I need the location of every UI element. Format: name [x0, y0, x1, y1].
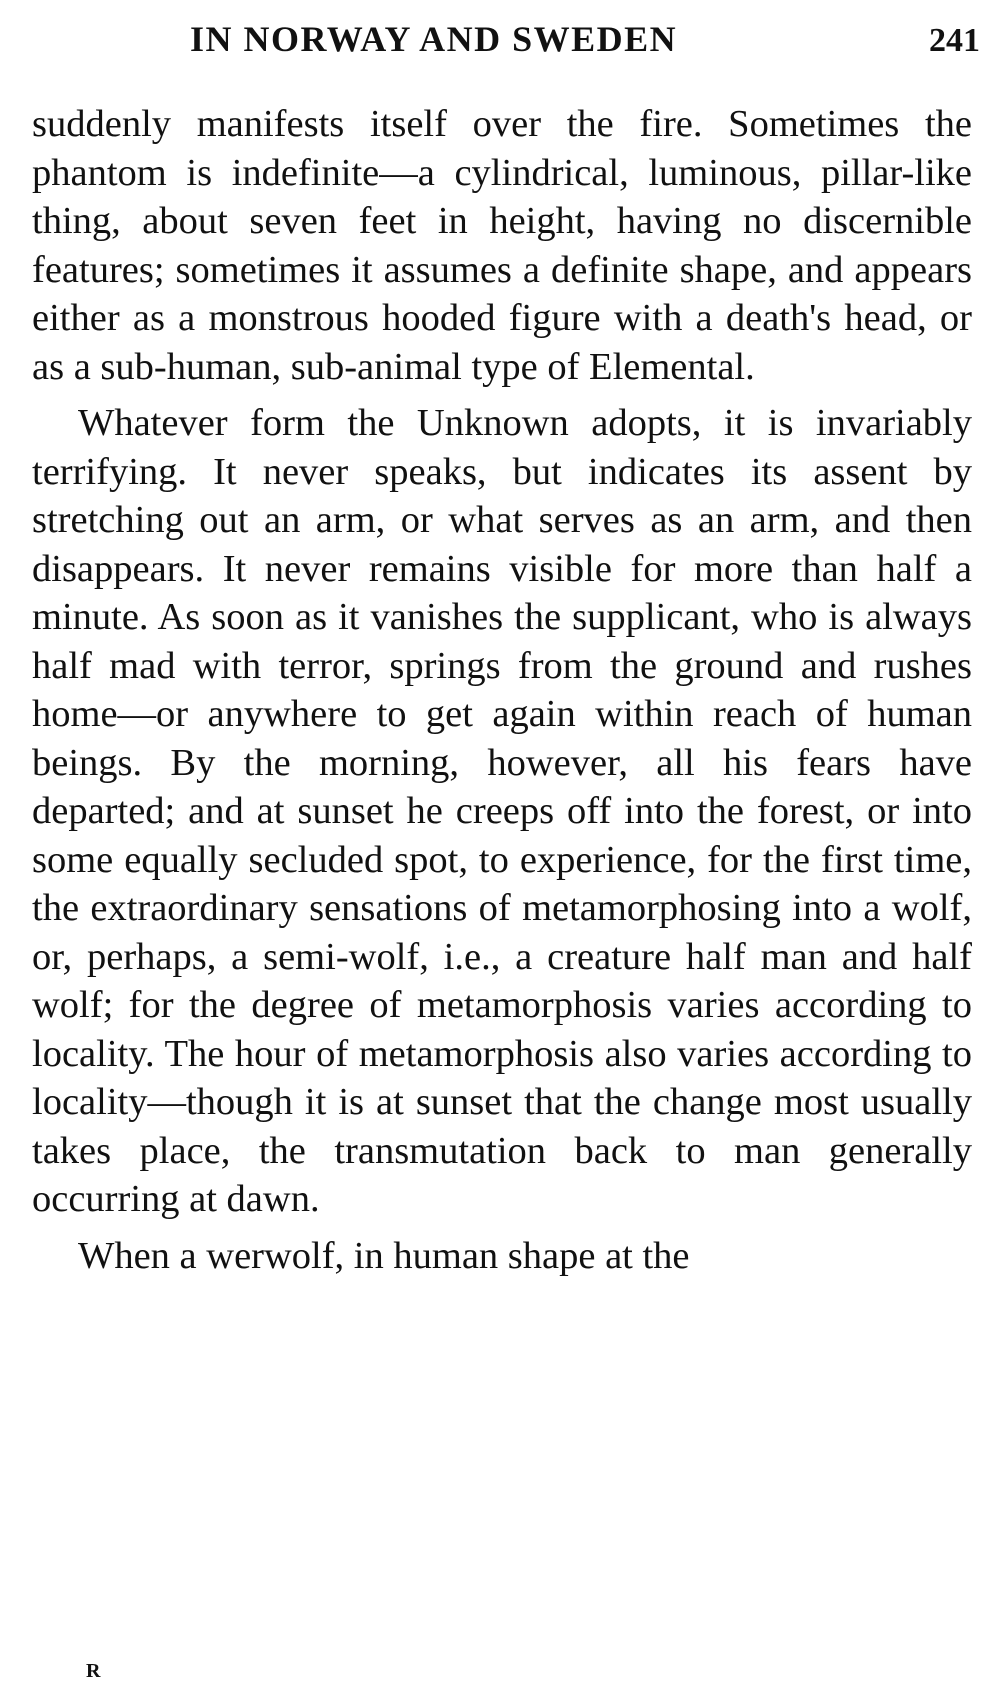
paragraph: Whatever form the Unknown adopts, it is invariably terrifying. It never speaks, but indicates its assent by stretching out an arm, or what serves as an arm, and then disappears. It never remains visible for more than half a minute. As soon as it vanishes the supplicant, who is always half mad with terror, springs from the ground and rushes home—or anywhere to get again within reach of human beings. By the morning, however, all his fears have departed; and at sunset he creeps off into the forest, or into some equally secluded spot, to experience, for the first time, the extraordinary sensations of metamorphosing into a wolf, or, perhaps, a semi-wolf, i.e., a creature half man and half wolf; for the degree of metamorphosis varies according to locality. The hour of metamorphosis also varies according to locality—though it is at sunset that the change most usually takes place, the transmutation back to man generally occurring at dawn.: [32, 402, 972, 1220]
paragraph-final: When a werwolf, in human shape at the: [78, 1234, 690, 1277]
page-number: 241: [929, 22, 980, 59]
running-head: [190, 18, 980, 68]
body-text: [32, 100, 972, 1280]
signature-mark: R: [86, 1660, 101, 1682]
paragraph-continued: suddenly manifests itself over the fire. Sometimes the phantom is indefinite—a cylindrical, luminous, pillar-like thing, about seven feet in height, having no discernible features; sometimes it assumes a definite shape, and appears either as a monstrous hooded figure with a death's head, or as a sub-human, sub-animal type of Elemental.: [32, 103, 972, 388]
running-title: IN NORWAY AND SWEDEN: [190, 19, 678, 59]
